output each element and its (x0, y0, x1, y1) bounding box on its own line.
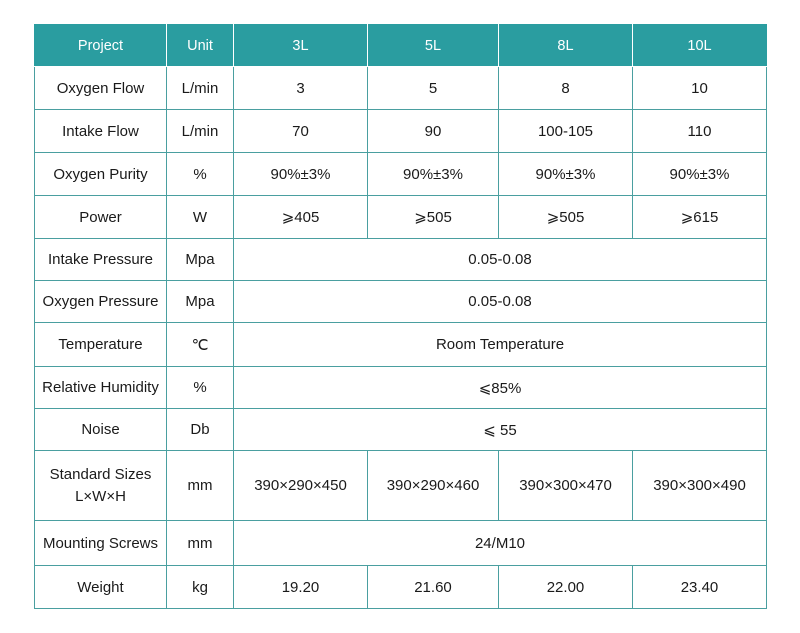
row-oxygen-purity (35, 153, 767, 196)
cell-5l: 21.60 (368, 566, 499, 609)
row-unit: ℃ (167, 323, 234, 367)
cell-8l: 100-105 (499, 110, 633, 153)
cell-10l: ⩾615 (633, 196, 767, 239)
row-unit: L/min (167, 110, 234, 153)
row-oxygen-pressure (35, 281, 767, 323)
header-8l: 8L (499, 25, 633, 67)
merged-value-cell: Room Temperature (234, 323, 767, 367)
merged-value-cell: ⩽ 55 (234, 409, 767, 451)
row-label-line1: Standard Sizes (49, 465, 152, 483)
row-unit: kg (167, 566, 234, 609)
row-label: Mounting Screws (35, 521, 167, 566)
header-row (35, 25, 767, 67)
cell-3l: 90%±3% (234, 153, 368, 196)
row-intake-flow (35, 110, 767, 153)
row-label: Power (35, 196, 167, 239)
row-label: Oxygen Pressure (35, 281, 167, 323)
row-weight (35, 566, 767, 609)
cell-10l: 390×300×490 (633, 451, 767, 521)
header-unit: Unit (167, 25, 234, 67)
cell-5l: 90 (368, 110, 499, 153)
row-unit: % (167, 153, 234, 196)
header-project: Project (35, 25, 167, 67)
cell-8l: ⩾505 (499, 196, 633, 239)
cell-3l: 70 (234, 110, 368, 153)
row-unit: mm (167, 521, 234, 566)
row-noise (35, 409, 767, 451)
merged-value-cell: 24/M10 (234, 521, 767, 566)
row-temperature (35, 323, 767, 367)
cell-5l: ⩾505 (368, 196, 499, 239)
specification-table (34, 24, 767, 609)
row-oxygen-flow (35, 67, 767, 110)
row-mounting-screws (35, 521, 767, 566)
cell-10l: 23.40 (633, 566, 767, 609)
row-unit: W (167, 196, 234, 239)
cell-8l: 22.00 (499, 566, 633, 609)
header-10l: 10L (633, 25, 767, 67)
row-label: Relative Humidity (35, 367, 167, 409)
cell-5l: 390×290×460 (368, 451, 499, 521)
row-label (35, 451, 167, 521)
cell-8l: 8 (499, 67, 633, 110)
row-unit: Db (167, 409, 234, 451)
row-unit: Mpa (167, 239, 234, 281)
merged-value-cell: ⩽85% (234, 367, 767, 409)
cell-3l: 19.20 (234, 566, 368, 609)
row-unit: mm (167, 451, 234, 521)
merged-value-cell: 0.05-0.08 (234, 239, 767, 281)
cell-10l: 110 (633, 110, 767, 153)
row-label: Temperature (35, 323, 167, 367)
header-5l: 5L (368, 25, 499, 67)
row-unit: % (167, 367, 234, 409)
cell-5l: 90%±3% (368, 153, 499, 196)
cell-3l: 3 (234, 67, 368, 110)
row-intake-pressure (35, 239, 767, 281)
row-relative-humidity (35, 367, 767, 409)
row-label-line2: L×W×H (75, 487, 126, 505)
row-label: Oxygen Flow (35, 67, 167, 110)
row-label: Noise (35, 409, 167, 451)
row-label: Weight (35, 566, 167, 609)
cell-8l: 90%±3% (499, 153, 633, 196)
row-unit: Mpa (167, 281, 234, 323)
row-label: Intake Pressure (35, 239, 167, 281)
cell-5l: 5 (368, 67, 499, 110)
row-power (35, 196, 767, 239)
row-standard-sizes (35, 451, 767, 521)
merged-value-cell: 0.05-0.08 (234, 281, 767, 323)
cell-8l: 390×300×470 (499, 451, 633, 521)
cell-3l: ⩾405 (234, 196, 368, 239)
row-unit: L/min (167, 67, 234, 110)
row-label: Intake Flow (35, 110, 167, 153)
row-label: Oxygen Purity (35, 153, 167, 196)
cell-10l: 90%±3% (633, 153, 767, 196)
header-3l: 3L (234, 25, 368, 67)
cell-3l: 390×290×450 (234, 451, 368, 521)
cell-10l: 10 (633, 67, 767, 110)
